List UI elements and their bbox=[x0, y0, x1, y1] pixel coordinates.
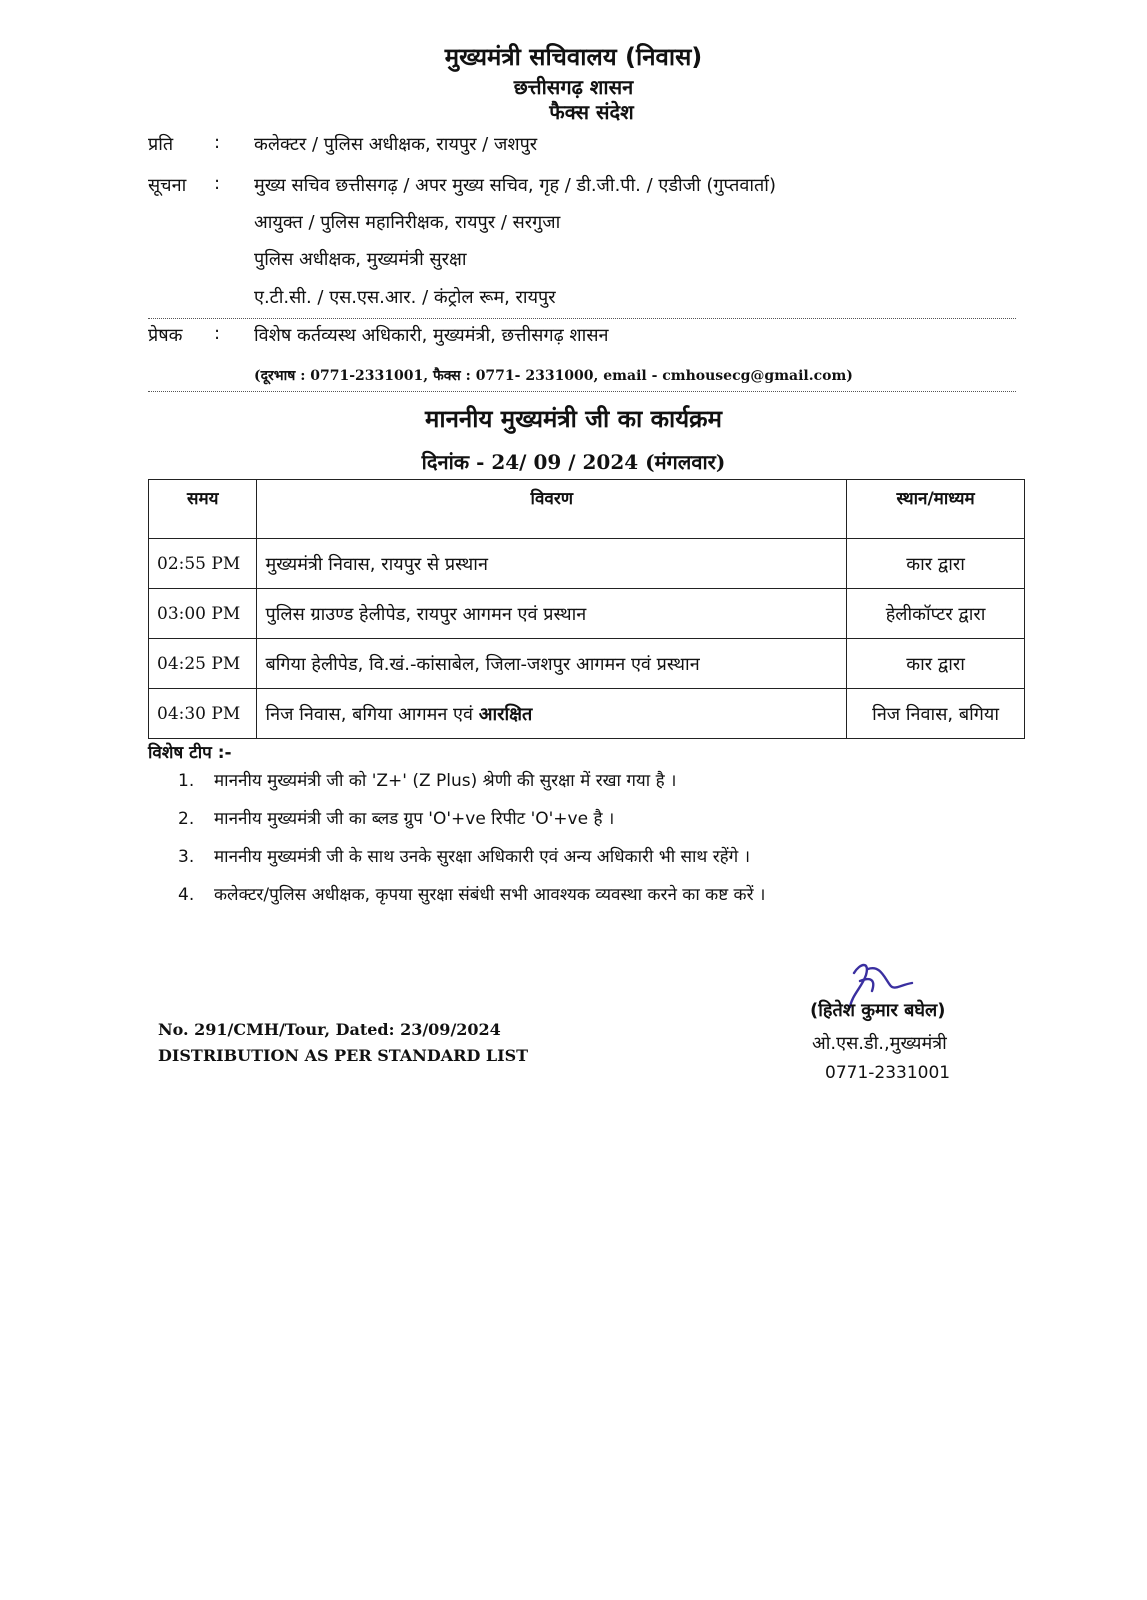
row-time: 02:55 PM bbox=[149, 539, 257, 589]
to-label: प्रति bbox=[148, 134, 174, 155]
schedule-table bbox=[148, 479, 1025, 739]
list-item: 1. माननीय मुख्यमंत्री जी को 'Z+' (Z Plus) श्रेणी की सुरक्षा में रखा गया है । bbox=[178, 771, 677, 791]
header-place: स्थान/माध्यम bbox=[847, 480, 1025, 539]
info-line-2: आयुक्त / पुलिस महानिरीक्षक, रायपुर / सरगुजा bbox=[254, 212, 561, 233]
info-line-3: पुलिस अधीक्षक, मुख्यमंत्री सुरक्षा bbox=[254, 249, 467, 270]
row-description: पुलिस ग्राउण्ड हेलीपेड, रायपुर आगमन एवं प्रस्थान bbox=[257, 589, 847, 639]
government-title: छत्तीसगढ़ शासन bbox=[513, 75, 634, 99]
info-line-1: मुख्य सचिव छत्तीसगढ़ / अपर मुख्य सचिव, गृह / डी.जी.पी. / एडीजी (गुप्तवार्ता) bbox=[254, 175, 776, 196]
divider bbox=[148, 318, 1016, 319]
row-description: बगिया हेलीपेड, वि.खं.-कांसाबेल, जिला-जशपुर आगमन एवं प्रस्थान bbox=[257, 639, 847, 689]
signatory-phone: 0771-2331001 bbox=[825, 1063, 951, 1083]
distribution-note: DISTRIBUTION AS PER STANDARD LIST bbox=[158, 1046, 529, 1065]
to-value: कलेक्टर / पुलिस अधीक्षक, रायपुर / जशपुर bbox=[254, 134, 538, 155]
row-time: 04:25 PM bbox=[149, 639, 257, 689]
row-description: निज निवास, बगिया आगमन एवं आरक्षित bbox=[257, 689, 847, 739]
row-time: 03:00 PM bbox=[149, 589, 257, 639]
tips-heading: विशेष टीप :- bbox=[148, 743, 232, 763]
list-item: 4. कलेक्टर/पुलिस अधीक्षक, कृपया सुरक्षा संबंधी सभी आवश्यक व्यवस्था करने का कष्ट करें । bbox=[178, 885, 766, 905]
schedule-header-row bbox=[149, 480, 1025, 539]
list-item: 3. माननीय मुख्यमंत्री जी के साथ उनके सुरक्षा अधिकारी एवं अन्य अधिकारी भी साथ रहेंगे । bbox=[178, 847, 751, 867]
sender-value: विशेष कर्तव्यस्थ अधिकारी, मुख्यमंत्री, छत्तीसगढ़ शासन bbox=[254, 325, 609, 346]
table-row bbox=[149, 589, 1025, 639]
tips-list bbox=[178, 768, 765, 920]
row-description: मुख्यमंत्री निवास, रायपुर से प्रस्थान bbox=[257, 539, 847, 589]
contact-line: (दूरभाष : 0771-2331001, फैक्स : 0771- 2331000, email - cmhousecg@gmail.com) bbox=[254, 368, 853, 384]
fax-document: मुख्यमंत्री सचिवालय (निवास) छत्तीसगढ़ शासन फैक्स संदेश प्रति : कलेक्टर / पुलिस अधीक्षक, रायपुर / जशपुर सूचना : मुख्य सचिव छत्तीसगढ़ / अपर मुख्य सचिव, गृह / डी.जी.पी. / एडीजी (गुप्तवार्ता) आयुक्त / पुलिस महानिरीक्षक, रायपुर / सरगुजा पुलिस अधीक्षक, मुख्यमंत्री सुरक्षा ए.टी.सी. / एस.एस.आर. / कंट्रोल रूम, रायपुर प्रेषक : विशेष कर्तव्यस्थ अधिकारी, मुख्यमंत्री, छत्तीसगढ़ शासन (दूरभाष : 0771-2331001, फैक्स : 0771- 2331000, email - cmhousecg@gmail.com) माननीय मुख्यमंत्री जी का कार्यक्रम दिनांक - 24/ 09 / 2024 (मंगलवार) समय विवरण स्थान/माध्यम 02:55 PM मुख्यमंत्री निवास, रायपुर से प्रस्थान कार द्वारा 03:00 PM पुलिस ग्राउण्ड हेलीपेड, रायपुर आगमन एवं प्रस्थान हेलीकॉप्टर द्वारा 04:25 PM बगिया हेलीपेड, वि.खं.-कांसाबेल, जिला-जशपुर आगमन एवं प्रस्थान कार द्वारा 04:30 PM निज निवास, बगिया आगमन एवं आरक्षित निज निवास, बगिया विशेष टीप :- 1. माननीय मुख्यमंत्री जी को 'Z+' (Z Plus) श्रेणी की सुरक्षा में रखा गया है । 2. माननीय मुख्यमंत्री जी का ब्लड ग्रुप 'O'+ve रिपीट 'O'+ve है । 3. माननीय मुख्यमंत्री जी के साथ उनके सुरक्षा अधिकारी एवं अन्य अधिकारी भी साथ रहेंगे । 4. कलेक्टर/पुलिस अधीक्षक, कृपया सुरक्षा संबंधी सभी आवश्यक व्यवस्था करने का कष्ट करें । No. 291/CMH/Tour, Dated: 23/09/2024 DISTRIBUTION AS PER STANDARD LIST (हितेश कुमार बघेल) ओ.एस.डी.,मुख्यमंत्री 0771-2331001 bbox=[0, 0, 1147, 1600]
reference-number: No. 291/CMH/Tour, Dated: 23/09/2024 bbox=[158, 1020, 501, 1039]
signatory-name: (हितेश कुमार बघेल) bbox=[810, 1000, 946, 1021]
sender-label: प्रेषक bbox=[148, 325, 183, 346]
document-type: फैक्स संदेश bbox=[549, 100, 634, 124]
list-item: 2. माननीय मुख्यमंत्री जी का ब्लड ग्रुप 'O'+ve रिपीट 'O'+ve है । bbox=[178, 809, 615, 829]
divider bbox=[148, 391, 1016, 392]
signatory-designation: ओ.एस.डी.,मुख्यमंत्री bbox=[812, 1033, 947, 1054]
row-place: कार द्वारा bbox=[847, 539, 1025, 589]
table-row bbox=[149, 539, 1025, 589]
info-line-4: ए.टी.सी. / एस.एस.आर. / कंट्रोल रूम, रायपुर bbox=[254, 287, 556, 308]
program-title: माननीय मुख्यमंत्री जी का कार्यक्रम bbox=[425, 405, 722, 433]
row-place: कार द्वारा bbox=[847, 639, 1025, 689]
info-label: सूचना bbox=[148, 175, 187, 196]
header-description: विवरण bbox=[257, 480, 847, 539]
header-time: समय bbox=[149, 480, 257, 539]
row-place: हेलीकॉप्टर द्वारा bbox=[847, 589, 1025, 639]
row-place: निज निवास, बगिया bbox=[847, 689, 1025, 739]
row-time: 04:30 PM bbox=[149, 689, 257, 739]
table-row bbox=[149, 689, 1025, 739]
reference-block bbox=[158, 1017, 528, 1069]
program-date: दिनांक - 24/ 09 / 2024 (मंगलवार) bbox=[421, 450, 726, 474]
table-row bbox=[149, 639, 1025, 689]
office-title: मुख्यमंत्री सचिवालय (निवास) bbox=[444, 43, 703, 71]
